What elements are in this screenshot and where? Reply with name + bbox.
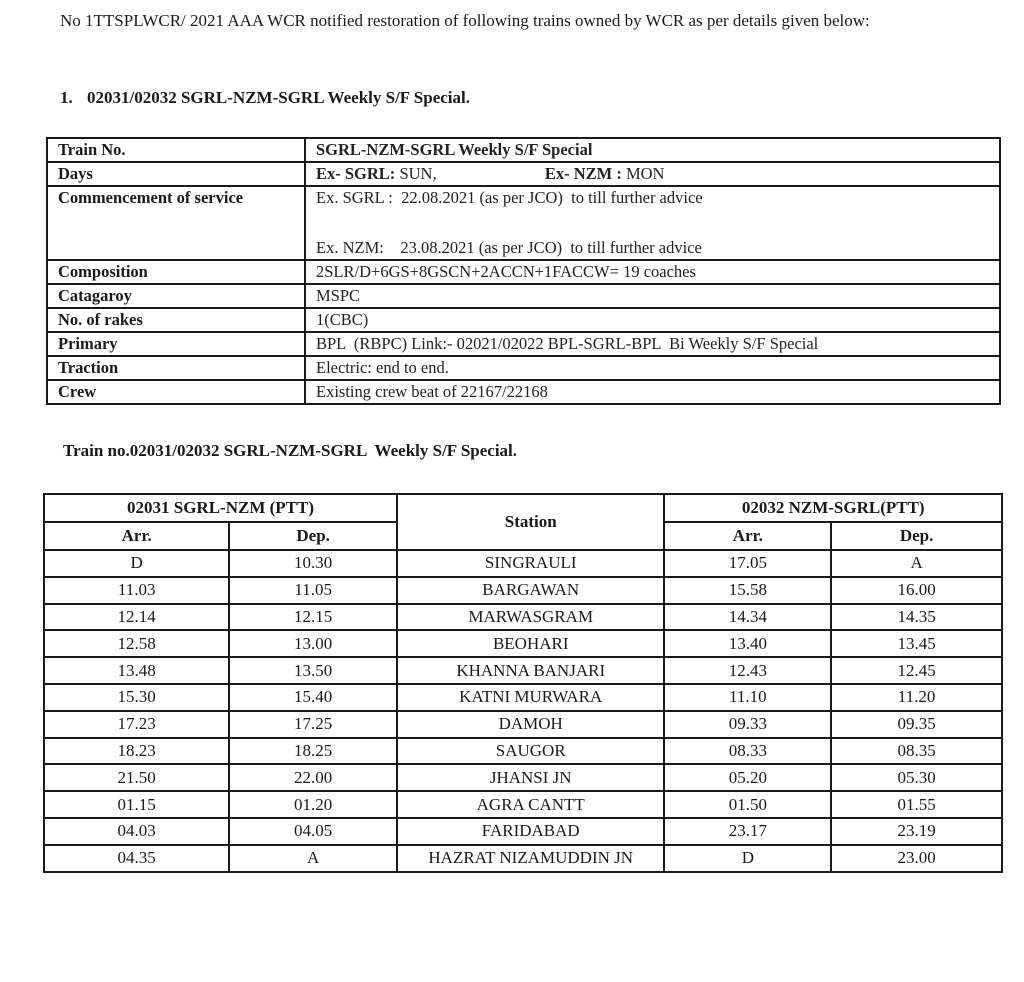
- cell-down-arr: 04.03: [44, 818, 229, 845]
- days-ex-sgrl-label: Ex- SGRL:: [316, 164, 396, 183]
- cell-up-dep: A: [831, 550, 1002, 577]
- timetable-row: [44, 550, 1002, 577]
- cell-up-dep: 09.35: [831, 711, 1002, 738]
- cell-station: DAMOH: [397, 711, 664, 738]
- details-row-rakes: [47, 308, 1000, 332]
- days-ex-nzm-value: MON: [625, 164, 665, 183]
- cell-down-arr: 13.48: [44, 657, 229, 684]
- cell-station: HAZRAT NIZAMUDDIN JN: [397, 845, 664, 872]
- cell-station: FARIDABAD: [397, 818, 664, 845]
- timetable-row: [44, 845, 1002, 872]
- value-category: MSPC: [305, 284, 1000, 308]
- cell-station: MARWASGRAM: [397, 604, 664, 631]
- value-traction: Electric: end to end.: [305, 356, 1000, 380]
- header-down-dep: Dep.: [229, 522, 397, 550]
- cell-down-arr: D: [44, 550, 229, 577]
- label-commencement: Commencement of service: [47, 186, 305, 260]
- cell-down-arr: 15.30: [44, 684, 229, 711]
- label-crew: Crew: [47, 380, 305, 404]
- cell-down-arr: 12.14: [44, 604, 229, 631]
- timetable-row: [44, 764, 1002, 791]
- cell-down-dep: 18.25: [229, 738, 397, 765]
- header-station: Station: [397, 494, 664, 550]
- cell-up-arr: 14.34: [664, 604, 831, 631]
- cell-up-arr: 01.50: [664, 791, 831, 818]
- timetable-row: [44, 791, 1002, 818]
- cell-up-arr: 23.17: [664, 818, 831, 845]
- timetable-row: [44, 711, 1002, 738]
- details-row-train-no: [47, 138, 1000, 162]
- label-traction: Traction: [47, 356, 305, 380]
- cell-up-dep: 13.45: [831, 630, 1002, 657]
- label-rakes: No. of rakes: [47, 308, 305, 332]
- cell-down-dep: 13.00: [229, 630, 397, 657]
- timetable-row: [44, 818, 1002, 845]
- timetable-row: [44, 684, 1002, 711]
- cell-down-arr: 12.58: [44, 630, 229, 657]
- cell-down-dep: 13.50: [229, 657, 397, 684]
- cell-up-arr: 05.20: [664, 764, 831, 791]
- value-train-no: SGRL-NZM-SGRL Weekly S/F Special: [305, 138, 1000, 162]
- value-primary: BPL (RBPC) Link:- 02021/02022 BPL-SGRL-BPL Bi Weekly S/F Special: [305, 332, 1000, 356]
- section-number: 1.: [60, 88, 73, 107]
- cell-up-arr: 09.33: [664, 711, 831, 738]
- cell-down-dep: 11.05: [229, 577, 397, 604]
- details-row-composition: [47, 260, 1000, 284]
- cell-down-dep: 01.20: [229, 791, 397, 818]
- cell-up-dep: 16.00: [831, 577, 1002, 604]
- cell-down-arr: 01.15: [44, 791, 229, 818]
- cell-up-dep: 11.20: [831, 684, 1002, 711]
- cell-station: BEOHARI: [397, 630, 664, 657]
- cell-up-dep: 14.35: [831, 604, 1002, 631]
- header-down-arr: Arr.: [44, 522, 229, 550]
- cell-down-dep: 10.30: [229, 550, 397, 577]
- label-category: Catagaroy: [47, 284, 305, 308]
- cell-station: KATNI MURWARA: [397, 684, 664, 711]
- cell-down-arr: 18.23: [44, 738, 229, 765]
- header-up-arr: Arr.: [664, 522, 831, 550]
- cell-up-arr: 08.33: [664, 738, 831, 765]
- cell-station: BARGAWAN: [397, 577, 664, 604]
- commencement-ex-nzm: Ex. NZM: 23.08.2021 (as per JCO) to till further advice: [316, 238, 702, 257]
- cell-down-arr: 21.50: [44, 764, 229, 791]
- timetable-row: [44, 577, 1002, 604]
- cell-up-arr: 11.10: [664, 684, 831, 711]
- details-row-traction: [47, 356, 1000, 380]
- cell-up-arr: 13.40: [664, 630, 831, 657]
- label-composition: Composition: [47, 260, 305, 284]
- cell-down-arr: 17.23: [44, 711, 229, 738]
- cell-up-arr: D: [664, 845, 831, 872]
- value-crew: Existing crew beat of 22167/22168: [305, 380, 1000, 404]
- cell-up-dep: 23.00: [831, 845, 1002, 872]
- label-days: Days: [47, 162, 305, 186]
- cell-station: KHANNA BANJARI: [397, 657, 664, 684]
- cell-up-dep: 23.19: [831, 818, 1002, 845]
- cell-station: SINGRAULI: [397, 550, 664, 577]
- timetable-row: [44, 630, 1002, 657]
- header-up-train: 02032 NZM-SGRL(PTT): [664, 494, 1002, 522]
- header-up-dep: Dep.: [831, 522, 1002, 550]
- details-row-commencement: [47, 186, 1000, 260]
- cell-station: AGRA CANTT: [397, 791, 664, 818]
- cell-up-arr: 12.43: [664, 657, 831, 684]
- cell-up-dep: 08.35: [831, 738, 1002, 765]
- section-heading-1: [60, 88, 470, 108]
- value-composition: 2SLR/D+6GS+8GSCN+2ACCN+1FACCW= 19 coaches: [305, 260, 1000, 284]
- cell-down-dep: 12.15: [229, 604, 397, 631]
- value-rakes: 1(CBC): [305, 308, 1000, 332]
- cell-down-dep: 04.05: [229, 818, 397, 845]
- cell-up-dep: 01.55: [831, 791, 1002, 818]
- cell-down-arr: 04.35: [44, 845, 229, 872]
- details-row-days: [47, 162, 1000, 186]
- timetable-row: [44, 738, 1002, 765]
- timetable-header-row-1: [44, 494, 1002, 522]
- commencement-ex-sgrl: Ex. SGRL : 22.08.2021 (as per JCO) to till further advice: [316, 188, 703, 207]
- cell-down-dep: 22.00: [229, 764, 397, 791]
- value-days: [305, 162, 1000, 186]
- days-ex-nzm-label: Ex- NZM :: [544, 164, 622, 183]
- train-details-table: [46, 137, 1001, 405]
- cell-down-dep: 15.40: [229, 684, 397, 711]
- cell-station: JHANSI JN: [397, 764, 664, 791]
- label-train-no: Train No.: [47, 138, 305, 162]
- cell-up-arr: 17.05: [664, 550, 831, 577]
- timetable-row: [44, 604, 1002, 631]
- cell-down-dep: A: [229, 845, 397, 872]
- cell-station: SAUGOR: [397, 738, 664, 765]
- cell-up-dep: 05.30: [831, 764, 1002, 791]
- value-commencement: [305, 186, 1000, 260]
- header-down-train: 02031 SGRL-NZM (PTT): [44, 494, 397, 522]
- details-row-crew: [47, 380, 1000, 404]
- cell-down-dep: 17.25: [229, 711, 397, 738]
- days-ex-sgrl-value: SUN,: [399, 164, 437, 183]
- timetable-row: [44, 657, 1002, 684]
- timetable-heading: Train no.02031/02032 SGRL-NZM-SGRL Weekly S/F Special.: [63, 441, 518, 460]
- cell-up-arr: 15.58: [664, 577, 831, 604]
- label-primary: Primary: [47, 332, 305, 356]
- details-row-primary: [47, 332, 1000, 356]
- section-title: 02031/02032 SGRL-NZM-SGRL Weekly S/F Special.: [87, 88, 471, 107]
- intro-paragraph: No 1TTSPLWCR/ 2021 AAA WCR notified restoration of following trains owned by WCR as per details given below:: [60, 11, 870, 30]
- timetable-table: [43, 493, 1003, 873]
- cell-down-arr: 11.03: [44, 577, 229, 604]
- cell-up-dep: 12.45: [831, 657, 1002, 684]
- details-row-category: [47, 284, 1000, 308]
